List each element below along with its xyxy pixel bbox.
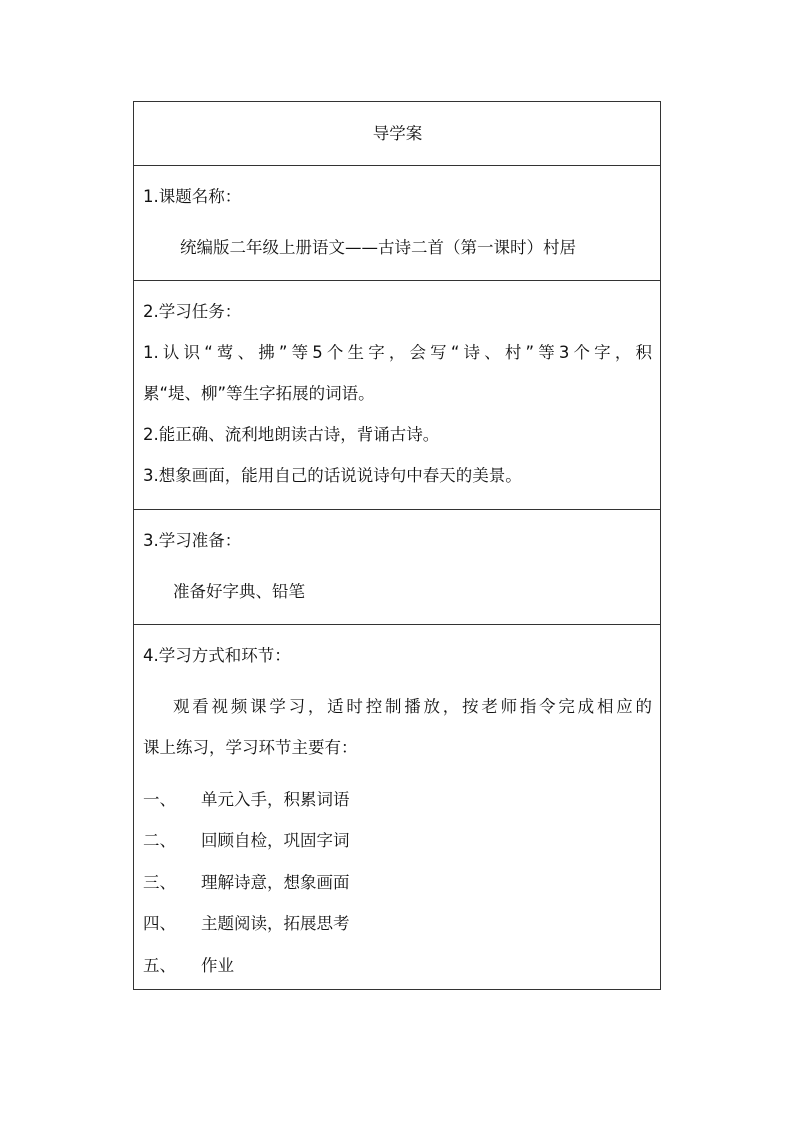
step-number: 三、 — [143, 873, 176, 892]
step-text: 作业 — [201, 956, 234, 975]
section-tasks-cell — [134, 281, 661, 510]
section-method-cell — [134, 625, 661, 990]
list-item — [143, 914, 652, 934]
section-preparation-row — [134, 510, 661, 625]
section-preparation-heading: 3.学习准备： — [143, 531, 242, 550]
step-text: 理解诗意，想象画面 — [201, 873, 350, 892]
section-topic-content: 统编版二年级上册语文——古诗二首（第一课时）村居 — [180, 238, 576, 257]
section-method-row — [134, 625, 661, 990]
step-number: 二、 — [143, 831, 176, 850]
step-number: 五、 — [143, 956, 176, 975]
study-plan-table — [133, 101, 661, 990]
step-text: 回顾自检，巩固字词 — [201, 831, 350, 850]
list-item — [143, 956, 652, 976]
step-number: 四、 — [143, 914, 176, 933]
step-number: 一、 — [143, 790, 176, 809]
task-item-1-line-2: 累“堤、柳”等生字拓展的词语。 — [143, 384, 375, 403]
section-preparation-cell — [134, 510, 661, 625]
section-tasks-row — [134, 281, 661, 510]
method-intro-line-1: 观看视频课学习，适时控制播放，按老师指令完成相应的 — [173, 697, 652, 716]
step-text: 单元入手，积累词语 — [201, 790, 350, 809]
step-text: 主题阅读，拓展思考 — [201, 914, 350, 933]
list-item — [143, 831, 652, 851]
method-intro-line-2: 课上练习，学习环节主要有： — [143, 738, 358, 757]
title-row — [134, 102, 661, 166]
section-topic-row — [134, 166, 661, 281]
section-method-heading: 4.学习方式和环节： — [143, 646, 291, 665]
task-item-3: 3.想象画面，能用自己的话说说诗句中春天的美景。 — [143, 466, 522, 485]
list-item — [143, 873, 652, 893]
task-item-1-line-1: 1.认识“莺、拂”等5个生字，会写“诗、村”等3个字，积 — [143, 343, 652, 362]
section-preparation-content: 准备好字典、铅笔 — [173, 582, 305, 601]
section-topic-cell — [134, 166, 661, 281]
list-item — [143, 790, 652, 810]
table-title: 导学案 — [134, 102, 661, 166]
section-topic-heading: 1.课题名称： — [143, 187, 242, 206]
section-tasks-heading: 2.学习任务： — [143, 302, 242, 321]
task-item-2: 2.能正确、流利地朗读古诗，背诵古诗。 — [143, 425, 440, 444]
